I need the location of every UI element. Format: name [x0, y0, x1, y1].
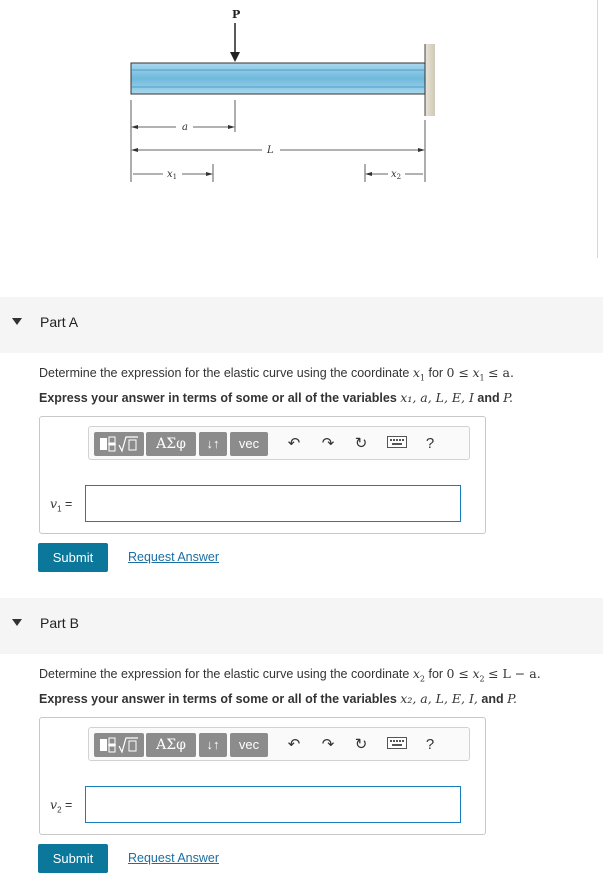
- undo-icon[interactable]: ↶: [287, 736, 301, 753]
- collapse-caret-icon[interactable]: [12, 318, 22, 325]
- part-b-submit-button[interactable]: Submit: [38, 844, 108, 873]
- part-b-request-answer-link[interactable]: Request Answer: [128, 851, 220, 865]
- part-b-answer-box: [39, 717, 486, 835]
- math-toolbar: [88, 727, 470, 761]
- part-b-title: Part B: [40, 615, 79, 631]
- part-a-answer-input[interactable]: [85, 485, 461, 522]
- undo-icon[interactable]: ↶: [287, 435, 301, 452]
- answer-label: $v_2$ =: [50, 797, 73, 815]
- arrows-button[interactable]: ↓↑: [199, 733, 227, 757]
- part-a-question: Determine the expression for the elastic curve using the coordinate $x_1$ for $0 \le x_1 \le a$.: [39, 365, 514, 383]
- redo-icon[interactable]: ↷: [321, 736, 335, 753]
- templates-button[interactable]: [94, 432, 144, 456]
- templates-button[interactable]: [94, 733, 144, 757]
- part-a-title: Part A: [40, 314, 79, 330]
- help-icon[interactable]: ?: [425, 736, 435, 753]
- help-icon[interactable]: ?: [425, 435, 435, 452]
- part-b-instruction: Express your answer in terms of some or all of the variables x₂, a, L, E, I, and P.: [39, 691, 517, 706]
- vec-button[interactable]: vec: [230, 432, 268, 456]
- figure-border: [597, 0, 598, 258]
- keyboard-icon[interactable]: [386, 433, 408, 455]
- beam-figure: [0, 0, 603, 297]
- symbols-button[interactable]: ΑΣφ: [146, 733, 196, 757]
- part-b-answer-input[interactable]: [85, 786, 461, 823]
- arrows-button[interactable]: ↓↑: [199, 432, 227, 456]
- dim-L-label: L: [267, 145, 274, 156]
- part-a-answer-box: [39, 416, 486, 534]
- part-a-instruction: Express your answer in terms of some or all of the variables x₁, a, L, E, I and P.: [39, 390, 513, 405]
- keyboard-icon[interactable]: [386, 734, 408, 756]
- dim-a-label: a: [182, 122, 188, 133]
- part-a-request-answer-link[interactable]: Request Answer: [128, 550, 220, 564]
- dim-x1-label: $x_1$: [167, 169, 178, 181]
- redo-icon[interactable]: ↷: [321, 435, 335, 452]
- dim-x2-label: $x_2$: [391, 169, 402, 181]
- fraction-sqrt-icon: [94, 733, 144, 757]
- math-toolbar: [88, 426, 470, 460]
- beam: [131, 63, 425, 94]
- reset-icon[interactable]: ↻: [354, 736, 368, 753]
- symbols-button[interactable]: ΑΣφ: [146, 432, 196, 456]
- part-a-header[interactable]: [0, 297, 603, 353]
- part-a-submit-button[interactable]: Submit: [38, 543, 108, 572]
- load-label: P: [232, 8, 241, 21]
- part-b-question: Determine the expression for the elastic curve using the coordinate $x_2$ for $0 \le x_2 \le L - a$.: [39, 666, 541, 684]
- collapse-caret-icon[interactable]: [12, 619, 22, 626]
- answer-label: $v_1$ =: [50, 496, 73, 514]
- fixed-wall: [425, 44, 435, 116]
- reset-icon[interactable]: ↻: [354, 435, 368, 452]
- part-b-header[interactable]: [0, 598, 603, 654]
- fraction-sqrt-icon: [94, 432, 144, 456]
- vec-button[interactable]: vec: [230, 733, 268, 757]
